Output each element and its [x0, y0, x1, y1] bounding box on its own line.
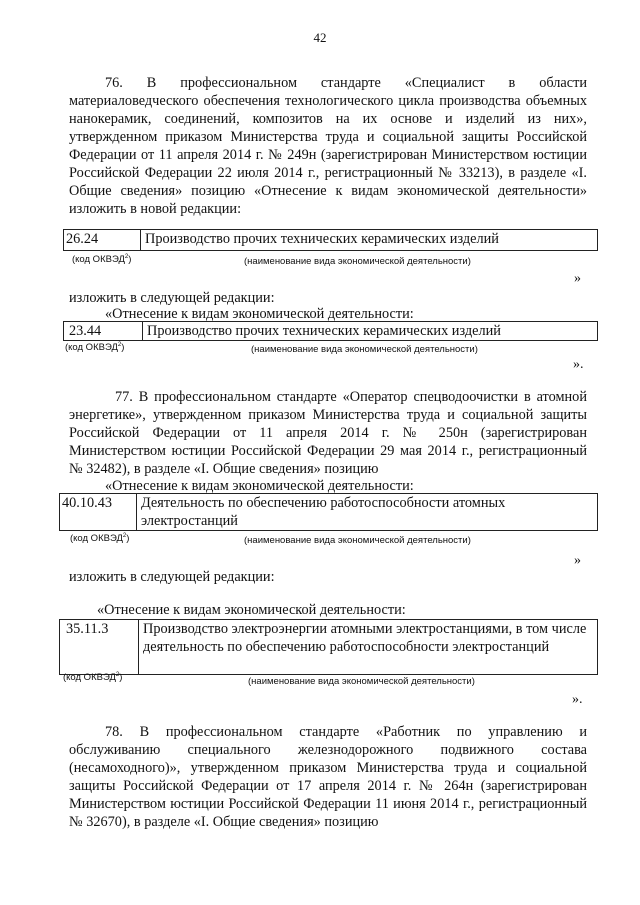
intro-new-text: изложить в следующей редакции:: [69, 569, 275, 585]
name-caption: (наименование вида экономической деятельности): [244, 535, 471, 546]
item-76-paragraph: 76. В профессиональном стандарте «Специалист в области материаловедческого обеспечения технологического цикла производства объемных нанокерамик, соединений, композитов на их основе и изделий из них», утвержденном приказом Министерства труда и социальной защиты Российской Федерации от 11 апреля 2014 г. № 249н (зарегистрирован Министерством юстиции Российской Федерации 22 июля 2014 г., регистрационный № 33213), в разделе «I. Общие сведения» позицию «Отнесение к видам экономической деятельности» изложить в новой редакции:: [69, 75, 587, 217]
page-number: 42: [313, 30, 327, 45]
okved-code: 26.24: [64, 230, 141, 250]
okved-code: 35.11.3: [60, 620, 139, 674]
activity-name: Производство электроэнергии атомными электростанциями, в том числе деятельность по обеспечению работоспособности электростанций: [143, 621, 587, 655]
item-77-paragraph: 77. В профессиональном стандарте «Оператор спецводоочистки в атомной энергетике», утвержденном приказом Министерства труда и социальной защиты Российской Федерации от 11 апреля 2014 г. № 250н (зарегистрирован Министерством юстиции Российской Федерации 29 мая 2014 г., регистрационный № 32482), в разделе «I. Общие сведения» позицию: [69, 389, 587, 477]
heading-text: «Отнесение к видам экономической деятельности:: [105, 306, 414, 322]
code-caption: (код ОКВЭД$^2$): [65, 342, 125, 354]
activity-name: Деятельность по обеспечению работоспособности атомных электростанций: [141, 495, 506, 529]
item-78-paragraph: 78. В профессиональном стандарте «Работник по управлению и обслуживанию специального железнодорожного подвижного состава (несамоходного)», утвержденном приказом Министерства труда и социальной защиты Российской Федерации от 17 апреля 2014 г. № 264н (зарегистрирован Министерством юстиции Российской Федерации 11 июня 2014 г., регистрационный № 32670), в разделе «I. Общие сведения» позицию: [69, 724, 587, 830]
activity-name: Производство прочих технических керамических изделий: [147, 323, 501, 339]
code-caption: (код ОКВЭД$^2$): [72, 254, 132, 266]
okved-code: 40.10.43: [60, 494, 137, 530]
close-quote-end: ».: [573, 357, 584, 372]
code-caption: (код ОКВЭД$^2$): [70, 533, 130, 545]
close-quote: »: [574, 553, 581, 568]
heading-text: «Отнесение к видам экономической деятельности:: [97, 602, 406, 618]
activity-name: Производство прочих технических керамических изделий: [145, 231, 499, 247]
close-quote: »: [574, 271, 581, 286]
okved-table-new: [59, 619, 598, 675]
intro-new-text: изложить в следующей редакции:: [69, 290, 275, 306]
okved-table-old: [63, 229, 598, 251]
heading-text: «Отнесение к видам экономической деятельности:: [105, 478, 414, 494]
name-caption: (наименование вида экономической деятельности): [251, 344, 478, 355]
okved-table-old: [59, 493, 598, 531]
code-caption: (код ОКВЭД$^2$): [63, 672, 123, 684]
close-quote-end: ».: [572, 692, 583, 707]
name-caption: (наименование вида экономической деятельности): [244, 256, 471, 267]
okved-code: 23.44: [64, 322, 143, 340]
okved-table-new: [63, 321, 598, 341]
name-caption: (наименование вида экономической деятельности): [248, 676, 475, 687]
